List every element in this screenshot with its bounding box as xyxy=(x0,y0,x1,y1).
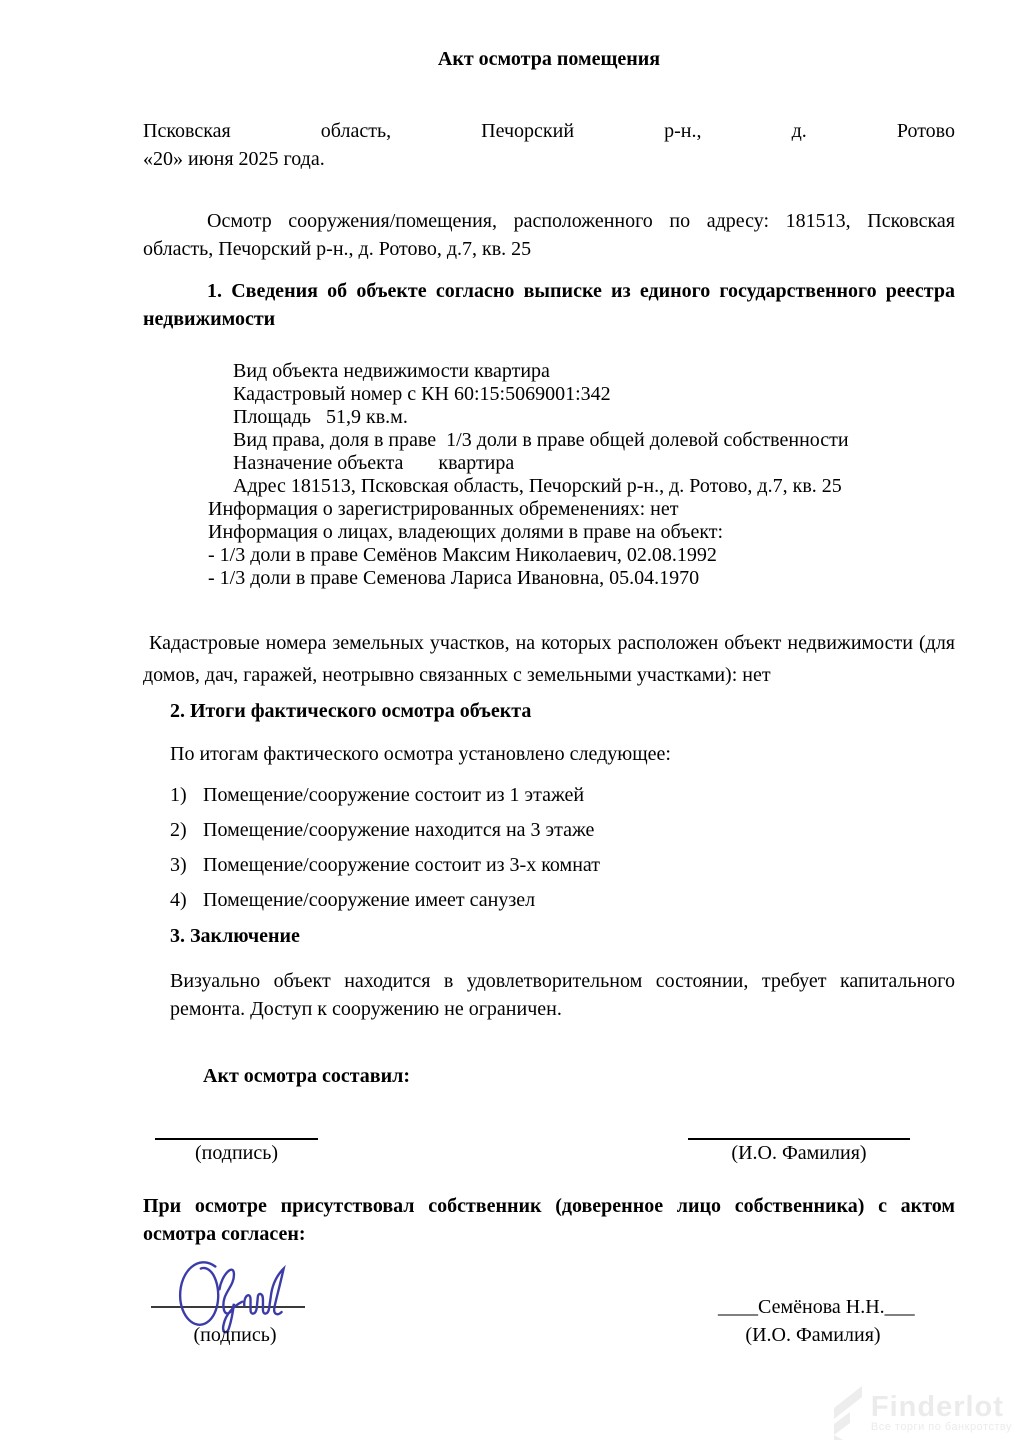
name-line xyxy=(688,1138,910,1140)
signature-caption: (подпись) xyxy=(194,1142,279,1164)
owner-name-value: ____Семёнова Н.Н.___ xyxy=(718,1296,915,1318)
place-word: р-н., xyxy=(664,120,702,142)
section3-heading: 3. Заключение xyxy=(170,925,300,947)
finding-text: Помещение/сооружение состоит из 3-х комнат xyxy=(203,854,600,876)
detail-area: Площадь 51,9 кв.м. xyxy=(233,406,408,428)
finderlot-logo-icon xyxy=(824,1386,866,1440)
signature-caption: (подпись) xyxy=(193,1324,277,1346)
finding-item xyxy=(170,816,955,844)
place-word: область, xyxy=(320,120,392,142)
section2-heading: 2. Итоги фактического осмотра объекта xyxy=(170,700,532,722)
findings-list xyxy=(143,781,955,914)
section2-intro: По итогам фактического осмотра установлено следующее: xyxy=(170,743,671,765)
finding-number: 2) xyxy=(170,819,187,841)
finderlot-watermark xyxy=(824,1386,1012,1440)
finding-item xyxy=(170,781,955,809)
finding-number: 4) xyxy=(170,889,187,911)
finding-text: Помещение/сооружение находится на 3 этаже xyxy=(203,819,595,841)
name-caption: (И.О. Фамилия) xyxy=(745,1324,881,1346)
place-word: д. xyxy=(791,120,807,142)
date-line: «20» июня 2025 года. xyxy=(143,148,325,170)
detail-address: Адрес 181513, Псковская область, Печорский р-н., д. Ротово, д.7, кв. 25 xyxy=(233,475,842,497)
detail-right-type: Вид права, доля в праве 1/3 доли в праве общей долевой собственности xyxy=(233,429,849,451)
watermark-brand: Finderlot xyxy=(870,1391,1004,1423)
owners-intro-line: Информация о лицах, владеющих долями в праве на объект: xyxy=(208,521,724,543)
name-caption: (И.О. Фамилия) xyxy=(731,1142,867,1164)
section1-heading: 1. Сведения об объекте согласно выписке из единого государственного реестра недвижимости xyxy=(143,280,955,330)
detail-purpose: Назначение объекта квартира xyxy=(233,452,515,474)
conclusion-paragraph: Визуально объект находится в удовлетворительном состоянии, требует капитального ремонта. Доступ к сооружению не ограничен. xyxy=(170,970,955,1020)
owner-share-line: - 1/3 доли в праве Семёнов Максим Николаевич, 02.08.1992 xyxy=(208,544,717,566)
owner-share-line: - 1/3 доли в праве Семенова Лариса Ивановна, 05.04.1970 xyxy=(208,567,700,589)
finding-text: Помещение/сооружение состоит из 1 этажей xyxy=(203,784,585,806)
finding-item xyxy=(170,886,955,914)
owner-signature-block xyxy=(143,1252,955,1352)
place-date-line xyxy=(143,117,955,145)
watermark-text xyxy=(871,1393,1012,1433)
inspection-address-paragraph: Осмотр сооружения/помещения, расположенного по адресу: 181513, Псковская область, Печорский р-н., д. Ротово, д.7, кв. 25 xyxy=(143,210,955,260)
place-word: Ротово xyxy=(896,120,955,142)
place-word: Печорский xyxy=(481,120,575,142)
composer-signature-block xyxy=(143,1138,955,1186)
finding-text: Помещение/сооружение имеет санузел xyxy=(203,889,536,911)
encumbrances-line: Информация о зарегистрированных обременениях: нет xyxy=(208,498,679,520)
watermark-tagline: Все торги по банкротству xyxy=(870,1421,1012,1433)
finding-item xyxy=(170,851,955,879)
place-word: Псковская xyxy=(143,120,231,142)
object-details-block xyxy=(143,360,955,590)
document-title: Акт осмотра помещения xyxy=(437,48,661,70)
composed-by-label: Акт осмотра составил: xyxy=(203,1065,410,1087)
signature-line xyxy=(155,1138,318,1140)
detail-object-type: Вид объекта недвижимости квартира xyxy=(233,360,550,382)
finding-number: 3) xyxy=(170,854,187,876)
land-plots-paragraph: Кадастровые номера земельных участков, на которых расположен объект недвижимости (для домов, дач, гаражей, неотрывно связанных с земельными участками): нет xyxy=(143,632,961,686)
owner-agreement-paragraph: При осмотре присутствовал собственник (доверенное лицо собственника) с актом осмотра согласен: xyxy=(143,1195,955,1245)
finding-number: 1) xyxy=(170,784,187,806)
detail-cadastral-number: Кадастровый номер с КН 60:15:5069001:342 xyxy=(233,383,611,405)
